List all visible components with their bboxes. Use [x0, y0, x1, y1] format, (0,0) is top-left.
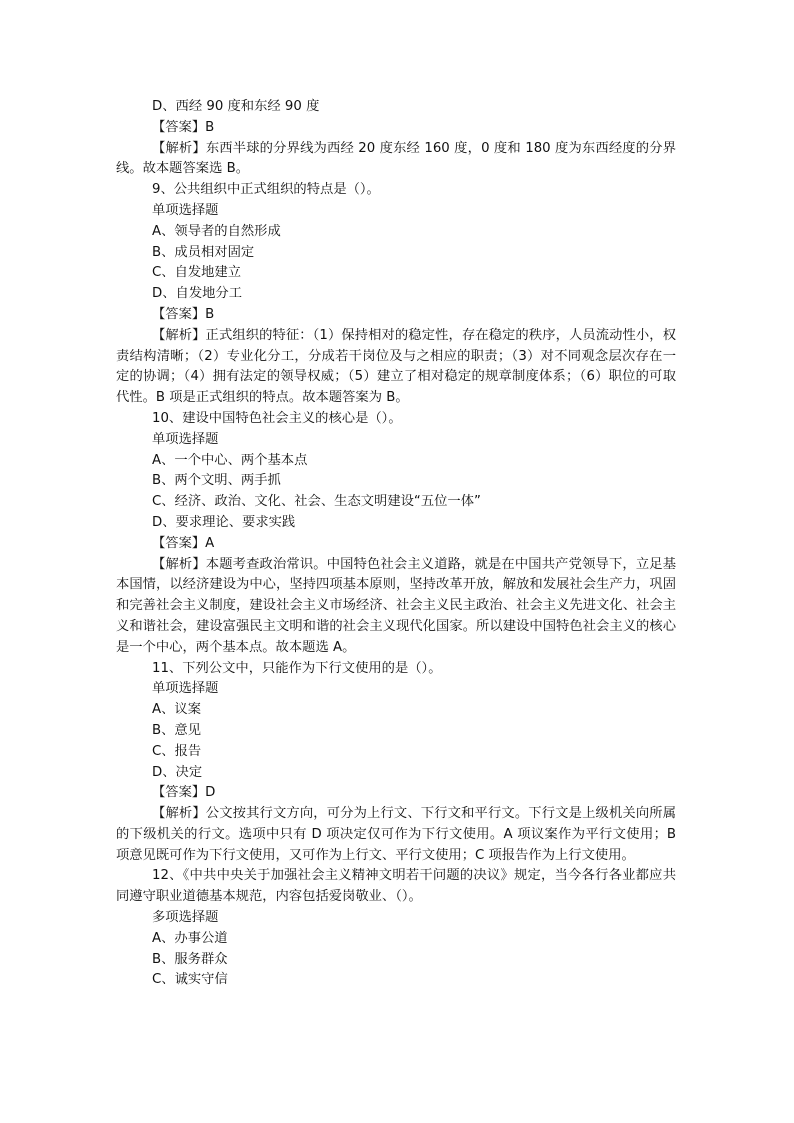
- document-content: [116, 97, 676, 991]
- q11-question: 11、下列公文中，只能作为下行文使用的是（）。: [152, 660, 442, 676]
- q9-option-c: C、自发地建立: [152, 265, 242, 281]
- q10-option-c: C、经济、政治、文化、社会、生态文明建设“五位一体”: [152, 494, 481, 510]
- q12-option-b: B、服务群众: [152, 951, 228, 967]
- q10-option-d: D、要求理论、要求实践: [152, 514, 296, 530]
- q10-option-a: A、一个中心、两个基本点: [152, 452, 308, 468]
- q9-answer: 【答案】B: [152, 306, 215, 322]
- q12-question: 12、《中共中央关于加强社会主义精神文明若干问题的决议》规定，当今各行各业都应共同遵守职业道德基本规范，内容包括爱岗敬业、（）。: [116, 868, 676, 905]
- q8-analysis: 【解析】东西半球的分界线为西经 20 度东经 160 度，0 度和 180 度为东西经度的分界线。故本题答案选 B。: [116, 140, 676, 177]
- q12-option-a: A、办事公道: [152, 930, 228, 946]
- q12-type: 多项选择题: [152, 910, 219, 926]
- q10-answer: 【答案】A: [152, 535, 215, 551]
- q10-option-b: B、两个文明、两手抓: [152, 473, 281, 489]
- q9-question: 9、公共组织中正式组织的特点是（）。: [152, 182, 380, 198]
- q8-option-d: D、西经 90 度和东经 90 度: [152, 99, 320, 114]
- q11-option-d: D、决定: [152, 764, 203, 780]
- q9-option-a: A、领导者的自然形成: [152, 223, 281, 239]
- q11-type: 单项选择题: [152, 681, 219, 697]
- q11-option-a: A、议案: [152, 702, 201, 718]
- q9-option-b: B、成员相对固定: [152, 244, 255, 260]
- q12-option-c: C、诚实守信: [152, 972, 228, 988]
- q9-option-d: D、自发地分工: [152, 286, 243, 302]
- q10-analysis: 【解析】本题考查政治常识。中国特色社会主义道路，就是在中国共产党领导下，立足基本国情，以经济建设为中心，坚持四项基本原则，坚持改革开放，解放和发展社会生产力，巩固和完善社会主义制度，建设社会主义市场经济、社会主义民主政治、社会主义先进文化、社会主义和谐社会，建设富强民主文明和谐的社会主义现代化国家。所以建设中国特色社会主义的核心是一个中心，两个基本点。故本题选 A。: [116, 556, 676, 655]
- q9-type: 单项选择题: [152, 202, 219, 218]
- q10-type: 单项选择题: [152, 431, 219, 447]
- q11-option-b: B、意见: [152, 722, 202, 738]
- q10-question: 10、建设中国特色社会主义的核心是（）。: [152, 410, 402, 426]
- q11-analysis: 【解析】公文按其行文方向，可分为上行文、下行文和平行文。下行文是上级机关向所属的下级机关的行文。选项中只有 D 项决定仅可作为下行文使用。A 项议案作为平行文使用；B 项意见既可作为下行文使用，又可作为上行文、平行文使用；C 项报告作为上行文使用。: [116, 806, 676, 863]
- q11-answer: 【答案】D: [152, 785, 216, 801]
- q9-analysis: 【解析】正式组织的特征：（1）保持相对的稳定性，存在稳定的秩序，人员流动性小，权责结构清晰；（2）专业化分工，分成若干岗位及与之相应的职责；（3）对不同观念层次存在一定的协调；（4）拥有法定的领导权威；（5）建立了相对稳定的规章制度体系；（6）职位的可取代性。B 项是正式组织的特点。故本题答案为 B。: [116, 327, 676, 406]
- q11-option-c: C、报告: [152, 743, 202, 759]
- q8-answer: 【答案】B: [152, 119, 215, 135]
